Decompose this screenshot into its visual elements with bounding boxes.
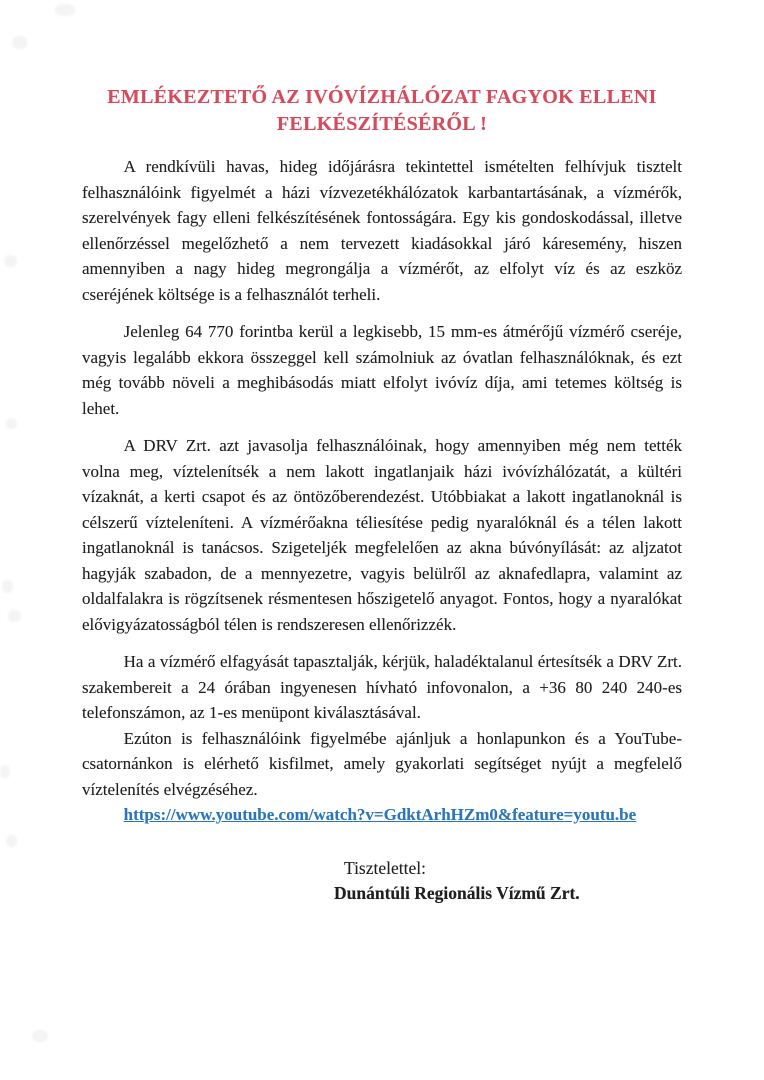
paragraph-youtube-video: Ezúton is felhasználóink figyelmébe ajánljuk a honlapunkon és a YouTube-csatornánkon is elérhető kisfilmet, amely gyakorlati segítséget nyújt a megfelelő víztelenítés elvégzéséhez. [82,728,682,799]
scan-artifact [0,765,10,778]
scan-artifact [8,610,21,622]
scan-artifact [55,4,75,16]
paragraph-hotline-info: Ha a vízmérő elfagyását tapasztalják, kérjük, haladéktalanul értesítsék a DRV Zrt. szakembereit a 24 órában ingyenesen hívható infovonalon, a +36 80 240 240-es telefonszámon, az 1-es menüpont kiválasztásával. [82,652,682,722]
scan-artifact [32,1030,48,1042]
scan-artifact [2,580,13,593]
notice-title [82,84,682,138]
notice-body [82,154,682,828]
youtube-link[interactable]: https://www.youtube.com/watch?v=GdktArhHZm0&feature=youtu.be [123,805,637,824]
scan-artifact [6,835,17,847]
paragraph-weather-warning: A rendkívüli havas, hideg időjárásra tekintettel ismételten felhívjuk tisztelt felhasználóink figyelmét a házi vízvezetékhálózatok karbantartásának, a vízmérők, szerelvények fagy elleni felkészítésének fontosságára. Egy kis gondoskodással, illetve ellenőrzéssel megelőzhető a nem tervezett kiadásokkal járó káresemény, hiszen amennyiben a nagy hideg megrongálja a vízmérőt, az elfolyt víz és az eszköz cseréjének költsége is a felhasználót terheli. [82,157,682,304]
paragraph-replacement-cost: Jelenleg 64 770 forintba kerül a legkisebb, 15 mm-es átmérőjű vízmérő cseréje, vagyis legalább ekkora összeggel kell számolniuk az óvatlan felhasználóknak, és ezt még tovább növeli a meghibásodás miatt elfolyt ivóvíz díja, ami tetemes költség is lehet. [82,322,682,418]
signature-block [334,856,682,907]
notice-title-line2: FELKÉSZÍTÉSÉRŐL ! [276,113,488,135]
signature-closing: Tisztelettel: [344,857,426,878]
youtube-link-line [82,802,682,828]
scan-artifact [4,255,17,267]
scan-artifact [12,36,27,49]
paragraph-drv-recommendations: A DRV Zrt. azt javasolja felhasználóinak, hogy amennyiben még nem tették volna meg, víztelenítsék a nem lakott ingatlanjaik házi ivóvízhálózatát, a kültéri vízaknát, a kerti csapot és az öntözőberendezést. Utóbbiakat a lakott ingatlanoknál is célszerű vízteleníteni. A vízmérőakna téliesítése pedig nyaralóknál és a télen lakott ingatlanoknál is tanácsos. Szigeteljék megfelelően az akna búvónyílását: az aljzatot hagyják szabadon, de a mennyezetre, vagyis belülről az aknafedlapra, valamint az oldalfalakra is rögzítsenek résmentesen hőszigetelő anyagot. Fontos, hogy a nyaralókat elővigyázatosságból télen is rendszeresen ellenőrizzék. [82,436,682,634]
scan-artifact [6,418,17,429]
signature-company: Dunántúli Regionális Vízmű Zrt. [334,883,580,903]
notice-title-line1: EMLÉKEZTETŐ AZ IVÓVÍZHÁLÓZAT FAGYOK ELLENI [107,86,657,108]
